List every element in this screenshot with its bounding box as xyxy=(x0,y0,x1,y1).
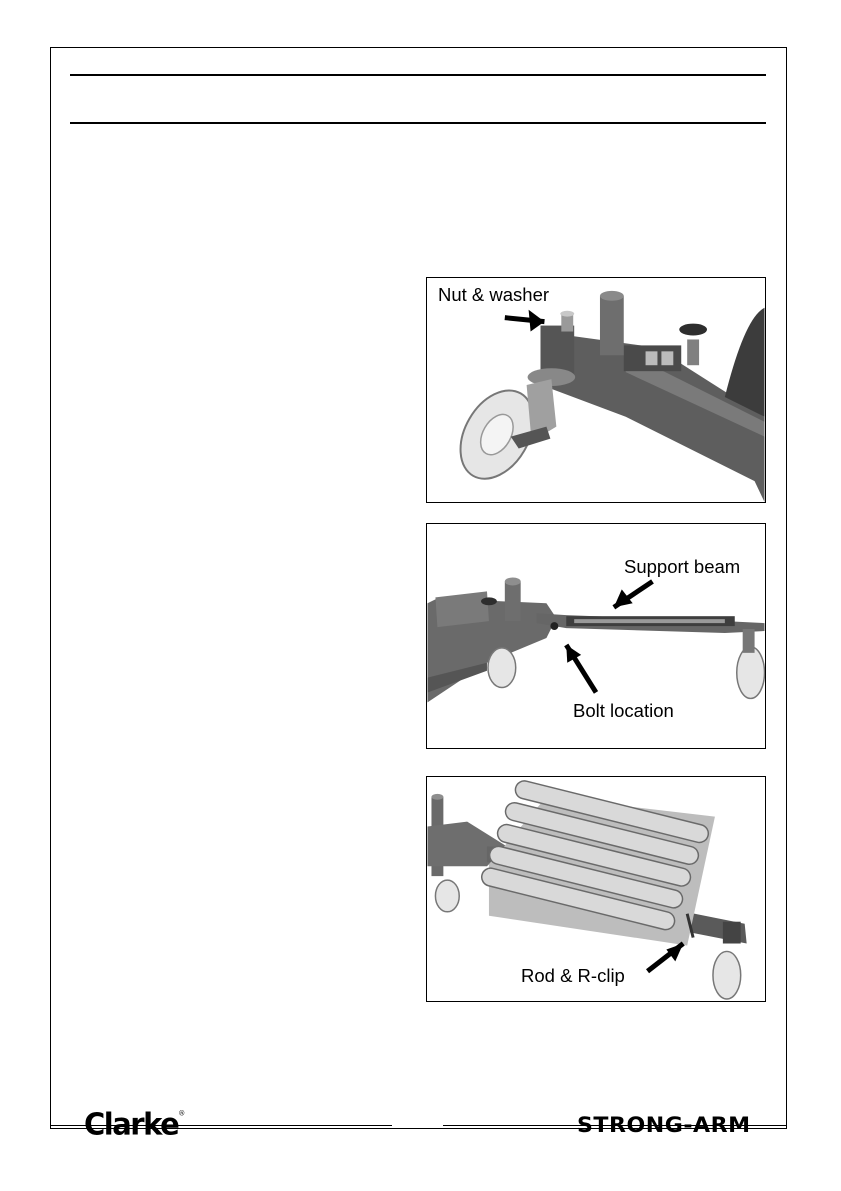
caster-wheel-illustration xyxy=(427,278,765,502)
strong-arm-logo: STRONG-ARM xyxy=(577,1113,751,1137)
photo-roller-table xyxy=(426,776,766,1002)
photo-caster-wheel xyxy=(426,277,766,503)
clarke-logo: Clarke® xyxy=(84,1106,186,1142)
callout-rod-rclip: Rod & R-clip xyxy=(521,965,625,986)
header-rule-top xyxy=(70,74,766,76)
header-rule-bottom xyxy=(70,122,766,124)
callout-bolt-location: Bolt location xyxy=(573,700,674,721)
callout-support-beam: Support beam xyxy=(624,556,741,577)
photo-support-beam xyxy=(426,523,766,749)
callout-nut-washer: Nut & washer xyxy=(438,284,550,305)
